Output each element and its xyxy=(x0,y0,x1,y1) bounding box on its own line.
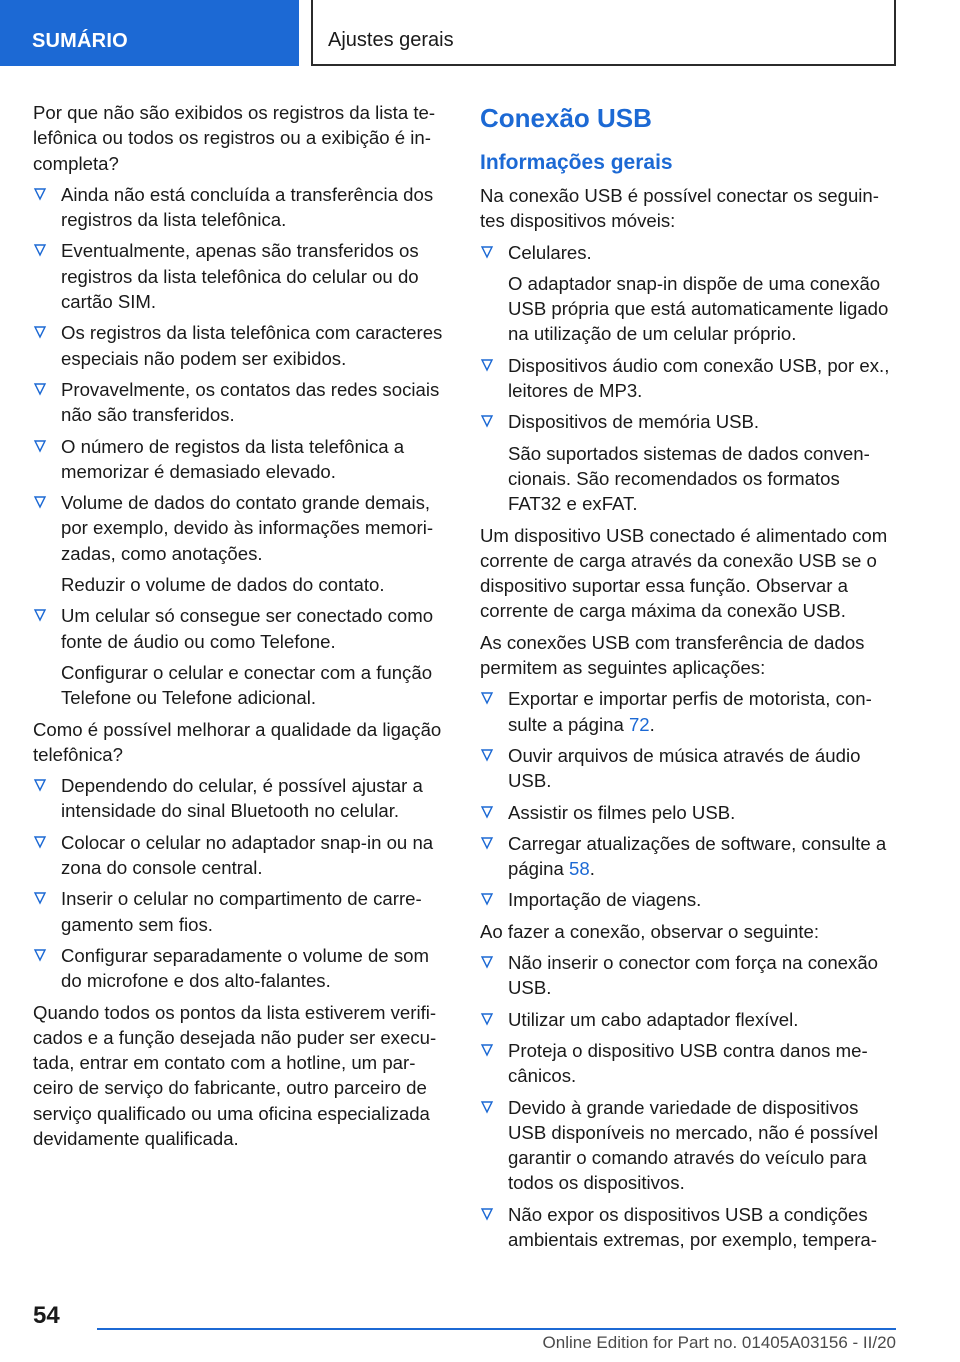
bullet-triangle-icon xyxy=(33,243,47,257)
list-item xyxy=(33,603,447,710)
list-item-note: O adaptador snap-in dispõe de uma conexão USB própria que está automaticamente ligado na utilização de um celular próprio. xyxy=(508,272,889,345)
section-heading: Conexão USB xyxy=(480,103,652,133)
applications-intro: As conexões USB com transferência de dados permitem as seguintes aplicações: xyxy=(480,631,865,679)
list-item-text: Devido à grande variedade de dispositivos USB disponíveis no mercado, não é possível garantir o comando através do veículo para todos os dispositivos. xyxy=(508,1096,879,1194)
chapter-title: Ajustes gerais xyxy=(328,29,454,51)
list-item-text: O número de registos da lista telefônica a memorizar é demasiado elevado. xyxy=(61,435,405,482)
list-item xyxy=(33,182,447,233)
list-item-note: São suportados sistemas de dados convencionais. São recomendados os formatos FAT32 e exFAT. xyxy=(508,442,870,515)
list-item-text: Utilizar um cabo adaptador flexível. xyxy=(508,1008,799,1030)
list-item-label: Exportar e importar perfis de motorista, consulte a página xyxy=(508,688,872,735)
list-item-text: Ouvir arquivos de música através de áudio USB. xyxy=(508,744,861,792)
power-note: Um dispositivo USB conectado é alimentado com corrente de carga através da conexão USB se o dispositivo suportar essa função. Observar a corrente de carga máxima da conexão USB. xyxy=(480,524,888,622)
list-item xyxy=(480,1038,896,1089)
page-number: 54 xyxy=(33,1302,60,1329)
list-item xyxy=(33,773,447,824)
list-item xyxy=(33,943,447,994)
bullet-triangle-icon xyxy=(33,325,47,339)
list-item xyxy=(480,1095,896,1196)
list-item xyxy=(33,490,447,597)
bullet-triangle-icon xyxy=(480,836,494,850)
closing-paragraph: Quando todos os pontos da lista estiverem verificados e a função desejada não puder ser executada, entrar em contato com a hotline, um parceiro de serviço do fabricante, outro parceiro de serviço qualificado ou uma oficina especializada devidamente qualificada. xyxy=(33,1001,437,1149)
subsection-heading: Informações gerais xyxy=(480,151,673,174)
list-item xyxy=(33,886,447,937)
bullet-triangle-icon xyxy=(480,414,494,428)
list-item-text: Colocar o celular no adaptador snap-in ou na zona do console central. xyxy=(61,831,434,879)
bullet-triangle-icon xyxy=(480,358,494,372)
bullet-triangle-icon xyxy=(480,955,494,969)
bullet-triangle-icon xyxy=(33,608,47,622)
bullet-triangle-icon xyxy=(480,1043,494,1057)
page-header xyxy=(0,0,960,66)
list-item-text: Ainda não está concluída a transferência dos registros da lista telefônica. xyxy=(61,183,434,231)
right-column xyxy=(480,100,896,1258)
list-item-text: Volume de dados do contato grande demais, por exemplo, devido às informações memorizadas, como anotações. xyxy=(61,492,434,564)
list-item-text: Proteja o dispositivo USB contra danos mecânicos. xyxy=(508,1039,868,1087)
bullet-triangle-icon xyxy=(480,748,494,762)
list-item-text: Não expor os dispositivos USB a condições ambientais extremas, por exemplo, tempera- xyxy=(508,1203,877,1250)
list-item-text: Exportar e importar perfis de motorista, consulte a página 72. xyxy=(508,688,872,735)
bullet-triangle-icon xyxy=(33,778,47,792)
bullet-triangle-icon xyxy=(33,835,47,849)
question-call-quality: Como é possível melhorar a qualidade da ligação telefônica? xyxy=(33,718,442,765)
list-item xyxy=(480,240,896,347)
intro-paragraph: Na conexão USB é possível conectar os seguintes dispositivos móveis: xyxy=(480,185,879,232)
list-item xyxy=(480,353,896,404)
list-item-text: Assistir os filmes pelo USB. xyxy=(508,801,736,823)
toc-link[interactable]: SUMÁRIO xyxy=(0,0,299,66)
left-column xyxy=(33,100,447,1157)
bullet-triangle-icon xyxy=(33,948,47,962)
bullet-triangle-icon xyxy=(480,892,494,906)
list-item-text: Dispositivos áudio com conexão USB, por ex., leitores de MP3. xyxy=(508,354,890,402)
list-item xyxy=(33,434,447,485)
bullet-triangle-icon xyxy=(480,691,494,705)
bullet-triangle-icon xyxy=(33,891,47,905)
list-item-text: Eventualmente, apenas são transferidos os registros da lista telefônica do celular ou do cartão SIM. xyxy=(61,240,419,313)
list-item xyxy=(480,950,896,1001)
list-item xyxy=(480,800,896,825)
bullet-triangle-icon xyxy=(480,1100,494,1114)
list-item-text: Um celular só consegue ser conectado como fonte de áudio ou como Telefone. xyxy=(61,605,434,652)
list-item-text: Importação de viagens. xyxy=(508,889,702,911)
bullet-triangle-icon xyxy=(480,245,494,259)
page-link-72[interactable]: 72 xyxy=(628,713,650,735)
list-item-text: Dependendo do celular, é possível ajustar a intensidade do sinal Bluetooth no celular. xyxy=(61,775,423,822)
list-item-text: Os registros da lista telefônica com caracteres especiais não podem ser exibidos. xyxy=(61,322,443,369)
precautions-intro: Ao fazer a conexão, observar o seguinte: xyxy=(480,920,820,942)
list-item-text: Configurar separadamente o volume de som do microfone e dos alto-falantes. xyxy=(61,944,429,992)
list-item xyxy=(33,238,447,314)
list-item xyxy=(33,377,447,428)
list-item xyxy=(480,743,896,794)
list-item xyxy=(480,887,896,912)
list-item xyxy=(33,830,447,881)
bullet-triangle-icon xyxy=(33,187,47,201)
bullet-triangle-icon xyxy=(33,382,47,396)
list-item xyxy=(480,409,896,516)
list-item-text: Não inserir o conector com força na conexão USB. xyxy=(508,952,878,999)
list-item xyxy=(480,1007,896,1032)
edition-note: Online Edition for Part no. 01405A03156 - II/20 xyxy=(542,1333,896,1352)
bullet-triangle-icon xyxy=(33,495,47,509)
list-item-label: Carregar atualizações de software, consulte a página xyxy=(508,832,887,880)
bullet-triangle-icon xyxy=(480,1207,494,1221)
bullet-triangle-icon xyxy=(480,805,494,819)
list-item-text: Celulares. xyxy=(508,241,592,263)
question-phonebook: Por que não são exibidos os registros da lista telefônica ou todos os registros ou a exibição é incompleta? xyxy=(33,102,436,174)
list-item xyxy=(480,831,896,882)
page-link-58[interactable]: 58 xyxy=(569,858,590,880)
list-item-text: Carregar atualizações de software, consulte a página 58. xyxy=(508,832,887,880)
list-item xyxy=(480,686,896,737)
list-item-note: Configurar o celular e conectar com a função Telefone ou Telefone adicional. xyxy=(61,661,433,709)
list-item xyxy=(33,320,447,371)
bullet-triangle-icon xyxy=(33,439,47,453)
list-item xyxy=(480,1202,896,1253)
footer-divider xyxy=(97,1328,896,1330)
list-item-text: Dispositivos de memória USB. xyxy=(508,411,760,433)
list-item-note: Reduzir o volume de dados do contato. xyxy=(61,574,385,596)
list-item-text: Provavelmente, os contatos das redes sociais não são transferidos. xyxy=(61,378,440,426)
list-item-text: Inserir o celular no compartimento de carregamento sem fios. xyxy=(61,888,422,935)
chapter-box xyxy=(311,0,896,66)
bullet-triangle-icon xyxy=(480,1012,494,1026)
